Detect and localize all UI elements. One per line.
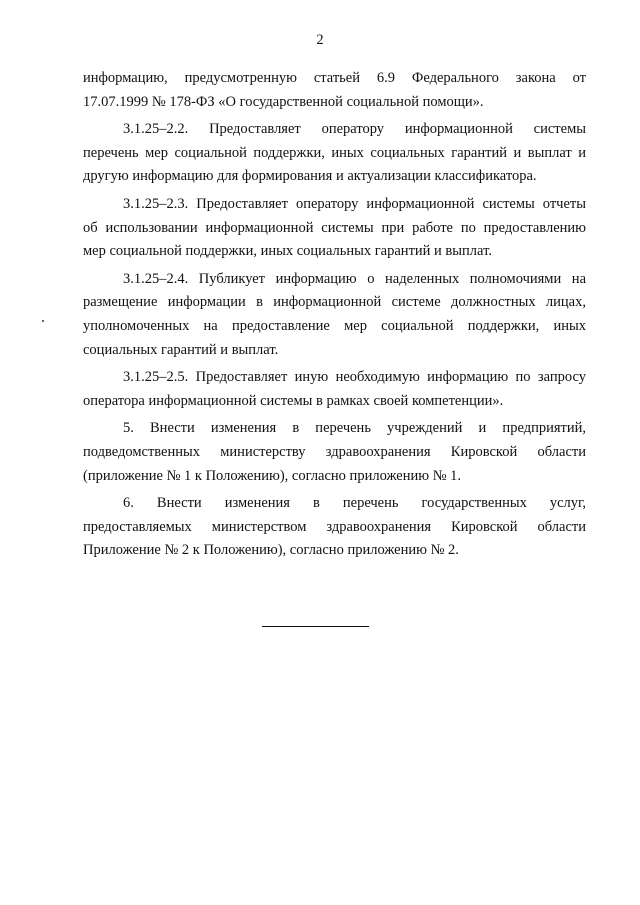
end-of-document-rule [262, 626, 369, 627]
text-line: 3.1.25–2.2. Предоставляет оператору информационной системы [123, 121, 586, 138]
text-line: подведомственных министерству здравоохранения Кировской области [83, 443, 586, 460]
document-body [83, 67, 586, 567]
text-line: другую информацию для формирования и актуализации классификатора. [83, 168, 537, 185]
text-line: перечень мер социальной поддержки, иных социальных гарантий и выплат и [83, 144, 586, 161]
text-line: уполномоченных на предоставление мер социальной поддержки, иных [83, 317, 586, 334]
text-line: (приложение № 1 к Положению), согласно приложению № 1. [83, 467, 462, 484]
text-line: об использовании информационной системы при работе по предоставлению [83, 219, 586, 236]
text-line: социальных гарантий и выплат. [83, 341, 279, 358]
text-line: 3.1.25–2.5. Предоставляет иную необходимую информацию по запросу [123, 369, 586, 386]
paragraph-3-1-25-2-5 [83, 366, 586, 413]
text-line: 6. Внести изменения в перечень государственных услуг, [123, 495, 586, 512]
text-line: 17.07.1999 № 178-ФЗ «О государственной социальной помощи». [83, 93, 484, 110]
text-line: Приложение № 2 к Положению), согласно приложению № 2. [83, 542, 459, 559]
text-line: оператора информационной системы в рамках своей компетенции». [83, 392, 504, 409]
paragraph-3-1-25-2-2 [83, 118, 586, 189]
text-line: 5. Внести изменения в перечень учреждений и предприятий, [123, 420, 586, 437]
scan-margin-mark [42, 320, 44, 322]
text-line: 3.1.25–2.3. Предоставляет оператору информационной системы отчеты [123, 195, 586, 212]
text-line: мер социальной поддержки, иных социальных гарантий и выплат. [83, 243, 492, 260]
text-line: 3.1.25–2.4. Публикует информацию о наделенных полномочиями на [123, 270, 586, 287]
page-number: 2 [316, 32, 324, 48]
paragraph-item-5 [83, 417, 586, 488]
paragraph-3-1-25-2-3 [83, 193, 586, 264]
text-line: размещение информации в информационной системе должностных лицах, [83, 294, 586, 311]
paragraph-3-1-25-2-4 [83, 268, 586, 362]
paragraph-1 [83, 67, 586, 114]
text-line: предоставляемых министерством здравоохранения Кировской области [83, 518, 586, 535]
text-line: информацию, предусмотренную статьей 6.9 Федерального закона от [83, 70, 586, 86]
paragraph-item-6 [83, 492, 586, 563]
